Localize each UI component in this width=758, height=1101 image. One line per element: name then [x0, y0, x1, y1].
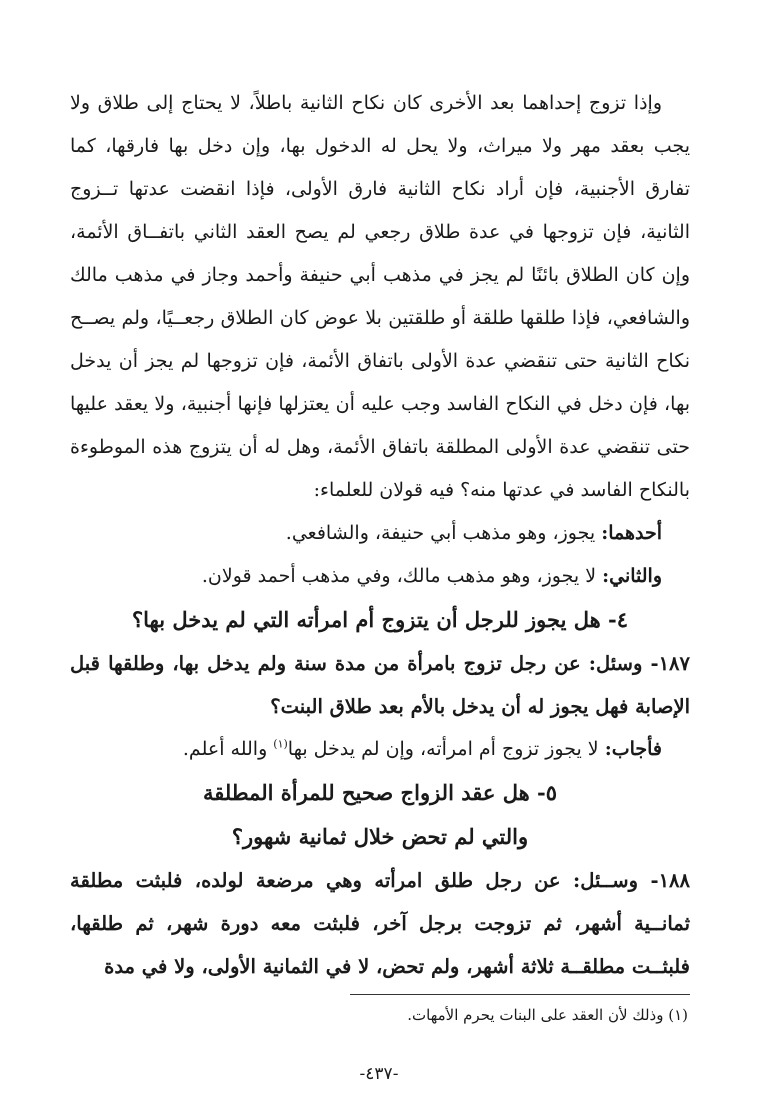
answer-187	[70, 728, 690, 771]
question-188: ١٨٨- وســئل: عن رجل طلق امرأته وهي مرضعة لولده، فلبثت مطلقة ثمانــية أشهر، ثم تزوجت برجل آخر، فلبثت معه دورة شهر، ثم طلقها، فلبثــت مطلقــة ثلاثة أشهر، ولم تحض، لا في الثمانية الأولى، ولا في مدة	[70, 869, 690, 978]
answer-label: فأجاب:	[604, 738, 662, 760]
section-heading-5-line2: والتي لم تحض خلال ثمانية شهور؟	[231, 824, 529, 849]
section-heading-5-line1: ٥- هل عقد الزواج صحيح للمرأة المطلقة	[203, 780, 557, 805]
opinion-second	[70, 555, 690, 598]
opinion-second-text: لا يجوز، وهو مذهب مالك، وفي مذهب أحمد قولان.	[201, 565, 603, 587]
opinion-first-text: يجوز، وهو مذهب أبي حنيفة، والشافعي.	[285, 522, 602, 544]
main-text	[70, 82, 690, 988]
section-heading-4: ٤- هل يجوز للرجل أن يتزوج أم امرأته التي لم يدخل بها؟	[131, 607, 629, 632]
answer-closing: والله أعلم.	[182, 738, 274, 760]
page-number: -٤٣٧-	[359, 1064, 399, 1084]
paragraph-marriage-sisters: وإذا تزوج إحداهما بعد الأخرى كان نكاح الثانية باطلاً، لا يحتاج إلى طلاق ولا يجب بعقد مهر ولا ميراث، ولا يحل له الدخول بها، وإن دخل بها فارقها، كما تفارق الأجنبية، فإن أراد نكاح الثانية فارق الأولى، فإذا انقضت عدتها تــزوج الثانية، فإن تزوجها في عدة طلاق رجعي لم يصح العقد الثاني باتفــاق الأئمة، وإن كان الطلاق بائنًا لم يجز في مذهب أبي حنيفة وأحمد وجاز في مذهب مالك والشافعي، فإذا طلقها طلقة أو طلقتين بلا عوض كان الطلاق رجعــيًا، ولم يصــح نكاح الثانية حتى تنقضي عدة الأولى باتفاق الأئمة، فإن تزوجها لم يجز أن يدخل بها، فإن دخل في النكاح الفاسد وجب عليه أن يعتزلها فإنها أجنبية، ولا يعقد عليها حتى تنقضي عدة الأولى المطلقة باتفاق الأئمة، وهل له أن يتزوج هذه الموطوءة بالنكاح الفاسد في عدتها منه؟ فيه قولان للعلماء:	[70, 92, 690, 501]
question-187: ١٨٧- وسئل: عن رجل تزوج بامرأة من مدة سنة ولم يدخل بها، وطلقها قبل الإصابة فهل يجوز له أن يدخل بالأم بعد طلاق البنت؟	[70, 652, 690, 718]
footnote: (١) وذلك لأن العقد على البنات يحرم الأمهات.	[407, 1006, 688, 1024]
opinion-first	[70, 512, 690, 555]
opinion-second-label: والثاني:	[602, 565, 662, 587]
footnote-divider	[350, 994, 690, 995]
footnote-reference[interactable]: (١)	[273, 737, 288, 751]
opinion-first-label: أحدهما:	[601, 522, 662, 544]
answer-text: لا يجوز تزوج أم امرأته، وإن لم يدخل بها	[287, 738, 605, 760]
